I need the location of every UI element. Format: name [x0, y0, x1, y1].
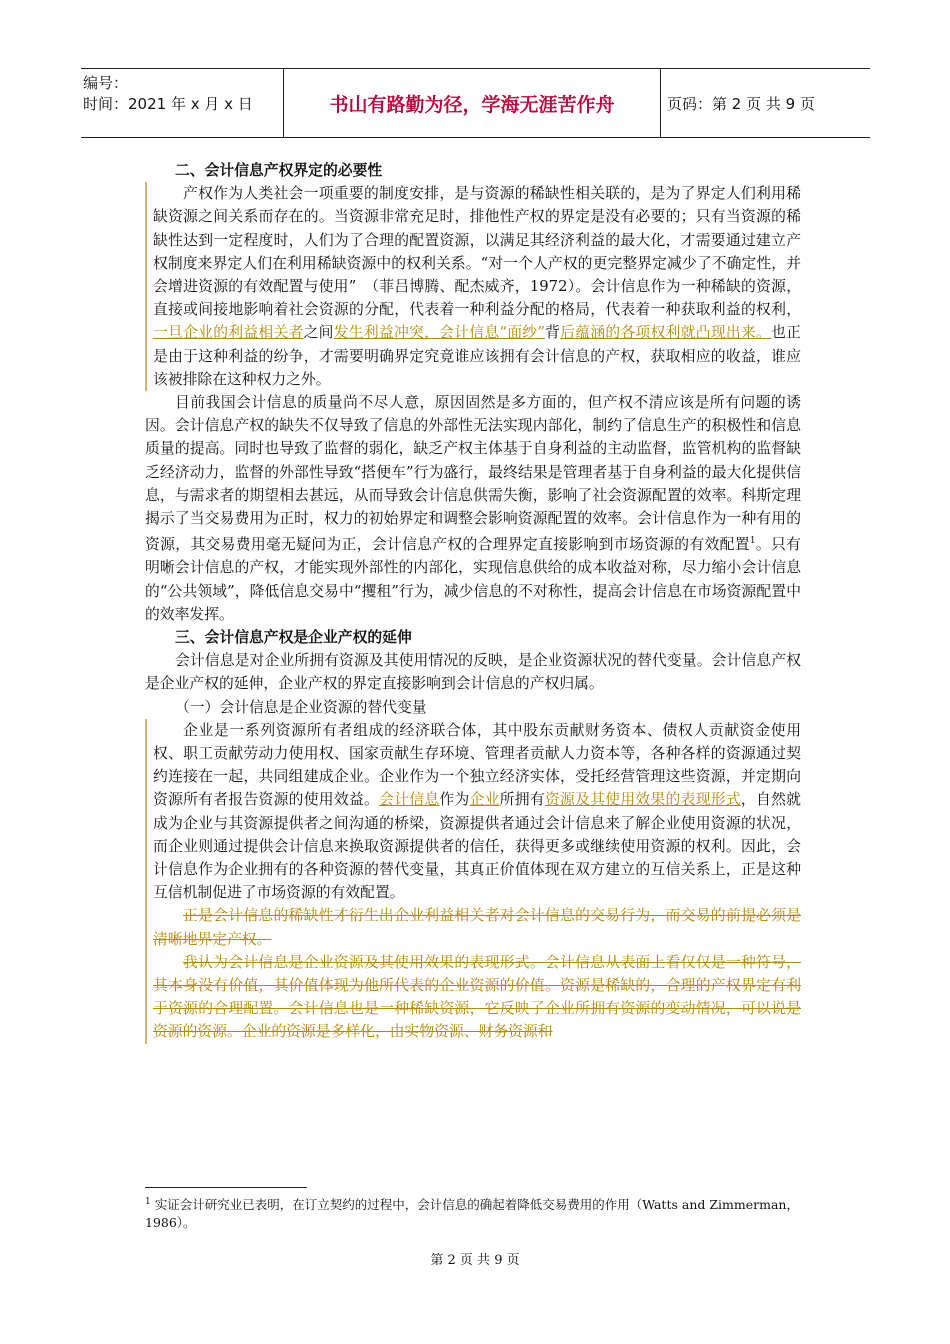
- deleted-paragraph-2: 我认为会计信息是企业资源及其使用效果的表现形式。会计信息从表面上看仅仅是一种符号，其本身没有价值，其价值体现为他所代表的企业资源的价值。资源是稀缺的，合理的产权界定有利于资源的合理配置。会计信息也是一种稀缺资源，它反映了企业所拥有资源的变动情况，可以说是资源的资源。企业的资源是多样化，由实物资源、财务资源和: [145, 951, 801, 1044]
- date-label: 时间：2021 年 x 月 x 日: [83, 95, 253, 113]
- p1-text-a: 产权作为人类社会一项重要的制度安排，是与资源的稀缺性相关联的，是为了界定人们利用稀缺资源之间关系而存在的。当资源非常充足时，排他性产权的界定是没有必要的；只有当资源的稀缺性达到一定程度时，人们为了合理的配置资源，以满足其经济利益的最大化，才需要通过建立产权制度来界定人们在利用稀缺资源中的权利关系。“对一个人产权的更完整界定减少了不确定性，并会增进资源的有效配置与使用” （菲吕博腾、配杰威齐，1972）。会计信息作为一种稀缺的资源，直接或间接地影响着社会资源的分配，代表着一种利益分配的格局，代表着一种获取利益的权利，: [153, 185, 801, 319]
- p1-marked-1: 一旦企业的利益相关者: [153, 324, 304, 342]
- footnote-mark: 1: [145, 1197, 151, 1207]
- header-motto: 书山有路勤为径，学海无涯苦作舟: [284, 69, 661, 137]
- paragraph-2: [145, 391, 801, 626]
- page-header: [81, 68, 870, 138]
- footnote-text: 实证会计研究业已表明，在订立契约的过程中，会计信息的确起着降低交易费用的作用（Watts and Zimmerman，1986）。: [145, 1197, 799, 1231]
- subsection-1-heading: （一）会计信息是企业资源的替代变量: [175, 698, 427, 716]
- p1-text-b: 之间: [303, 324, 334, 342]
- code-label: 编号：: [83, 74, 129, 92]
- p1-text-d: 也正是由于这种利益的纷争，才需要明确界定究竟谁应该拥有会计信息的产权，获取相应的收益，谁应该被排除在这种权力之外。: [153, 324, 801, 388]
- paragraph-1: [145, 182, 801, 391]
- paragraph-4: [145, 719, 801, 905]
- document-body: [145, 159, 801, 1044]
- header-meta: [81, 69, 284, 137]
- page-number-footer: 第 2 页 共 9 页: [430, 1253, 520, 1268]
- p4-marked-1: 会计信息: [379, 791, 440, 809]
- paragraph-3: 会计信息是对企业所拥有资源及其使用情况的反映，是企业资源状况的替代变量。会计信息产权是企业产权的延伸，企业产权的界定直接影响到会计信息的产权归属。: [145, 652, 801, 693]
- section-2-heading: 二、会计信息产权界定的必要性: [175, 162, 383, 179]
- p2-text-a: 目前我国会计信息的质量尚不尽人意，原因固然是多方面的，但产权不清应该是所有问题的诱因。会计信息产权的缺失不仅导致了信息的外部性无法实现内部化，制约了信息生产的积极性和信息质量的提高。同时也导致了监督的弱化，缺乏产权主体基于自身利益的主动监督，监管机构的监督缺乏经济动力，监督的外部性导致“搭便车”行为盛行，最终结果是管理者基于自身利益的最大化提供信息，与需求者的期望相去甚远，从而导致会计信息供需失衡，影响了社会资源配置的效率。科斯定理揭示了当交易费用为正时，权力的初始界定和调整会影响资源配置的效率。会计信息作为一种有用的资源，其交易费用毫无疑问为正，会计信息产权的合理界定直接影响到市场资源的有效配置: [145, 394, 801, 554]
- section-3-heading: 三、会计信息产权是企业产权的延伸: [175, 628, 412, 646]
- p1-marked-3: 后蕴涵的各项权利就凸现出来。: [560, 324, 772, 342]
- footnote-ref: 1: [749, 536, 756, 547]
- p4-text-d: ，自然就成为企业与其资源提供者之间沟通的桥梁，资源提供者通过会计信息来了解企业使用资源的状况，而企业则通过提供会计信息来换取资源提供者的信任，获得更多或继续使用资源的权利。因此，会计信息作为企业拥有的各种资源的替代变量，其真正价值体现在双方建立的互信关系上，正是这种互信机制促进了市场资源的有效配置。: [153, 791, 801, 902]
- p4-text-c: 所拥有: [499, 791, 545, 809]
- p4-text-b: 作为: [439, 791, 470, 809]
- p4-marked-3: 资源及其使用效果的表现形式: [544, 791, 741, 809]
- p1-marked-2: 发生利益冲突，会计信息“面纱”: [333, 324, 545, 342]
- deleted-paragraph-1: 正是会计信息的稀缺性才衍生出企业利益相关者对会计信息的交易行为，而交易的前提必须是清晰地界定产权。: [145, 904, 801, 950]
- p4-marked-2: 企业: [469, 791, 500, 809]
- p2-text-b: 。只有明晰会计信息的产权，才能实现外部性的内部化，实现信息供给的成本收益对称，尽力缩小会计信息的“公共领域”，降低信息交易中“攫租”行为，减少信息的不对称性，提高会计信息在市场资源配置中的效率发挥。: [145, 536, 801, 623]
- footnote: [145, 1193, 801, 1232]
- footnote-separator: [145, 1187, 307, 1188]
- header-page-label: 页码：第 2 页 共 9 页: [667, 94, 815, 113]
- p4-text-a: 企业是一系列资源所有者组成的经济联合体，其中股东贡献财务资本、债权人贡献资金使用权、职工贡献劳动力使用权、国家贡献生存环境、管理者贡献人力资本等，各种各样的资源通过契约连接在一起，共同组建成企业。企业作为一个独立经济实体，受托经营管理这些资源，并定期向资源所有者报告资源的使用效益。: [153, 721, 801, 809]
- p1-text-c: 背: [544, 324, 561, 342]
